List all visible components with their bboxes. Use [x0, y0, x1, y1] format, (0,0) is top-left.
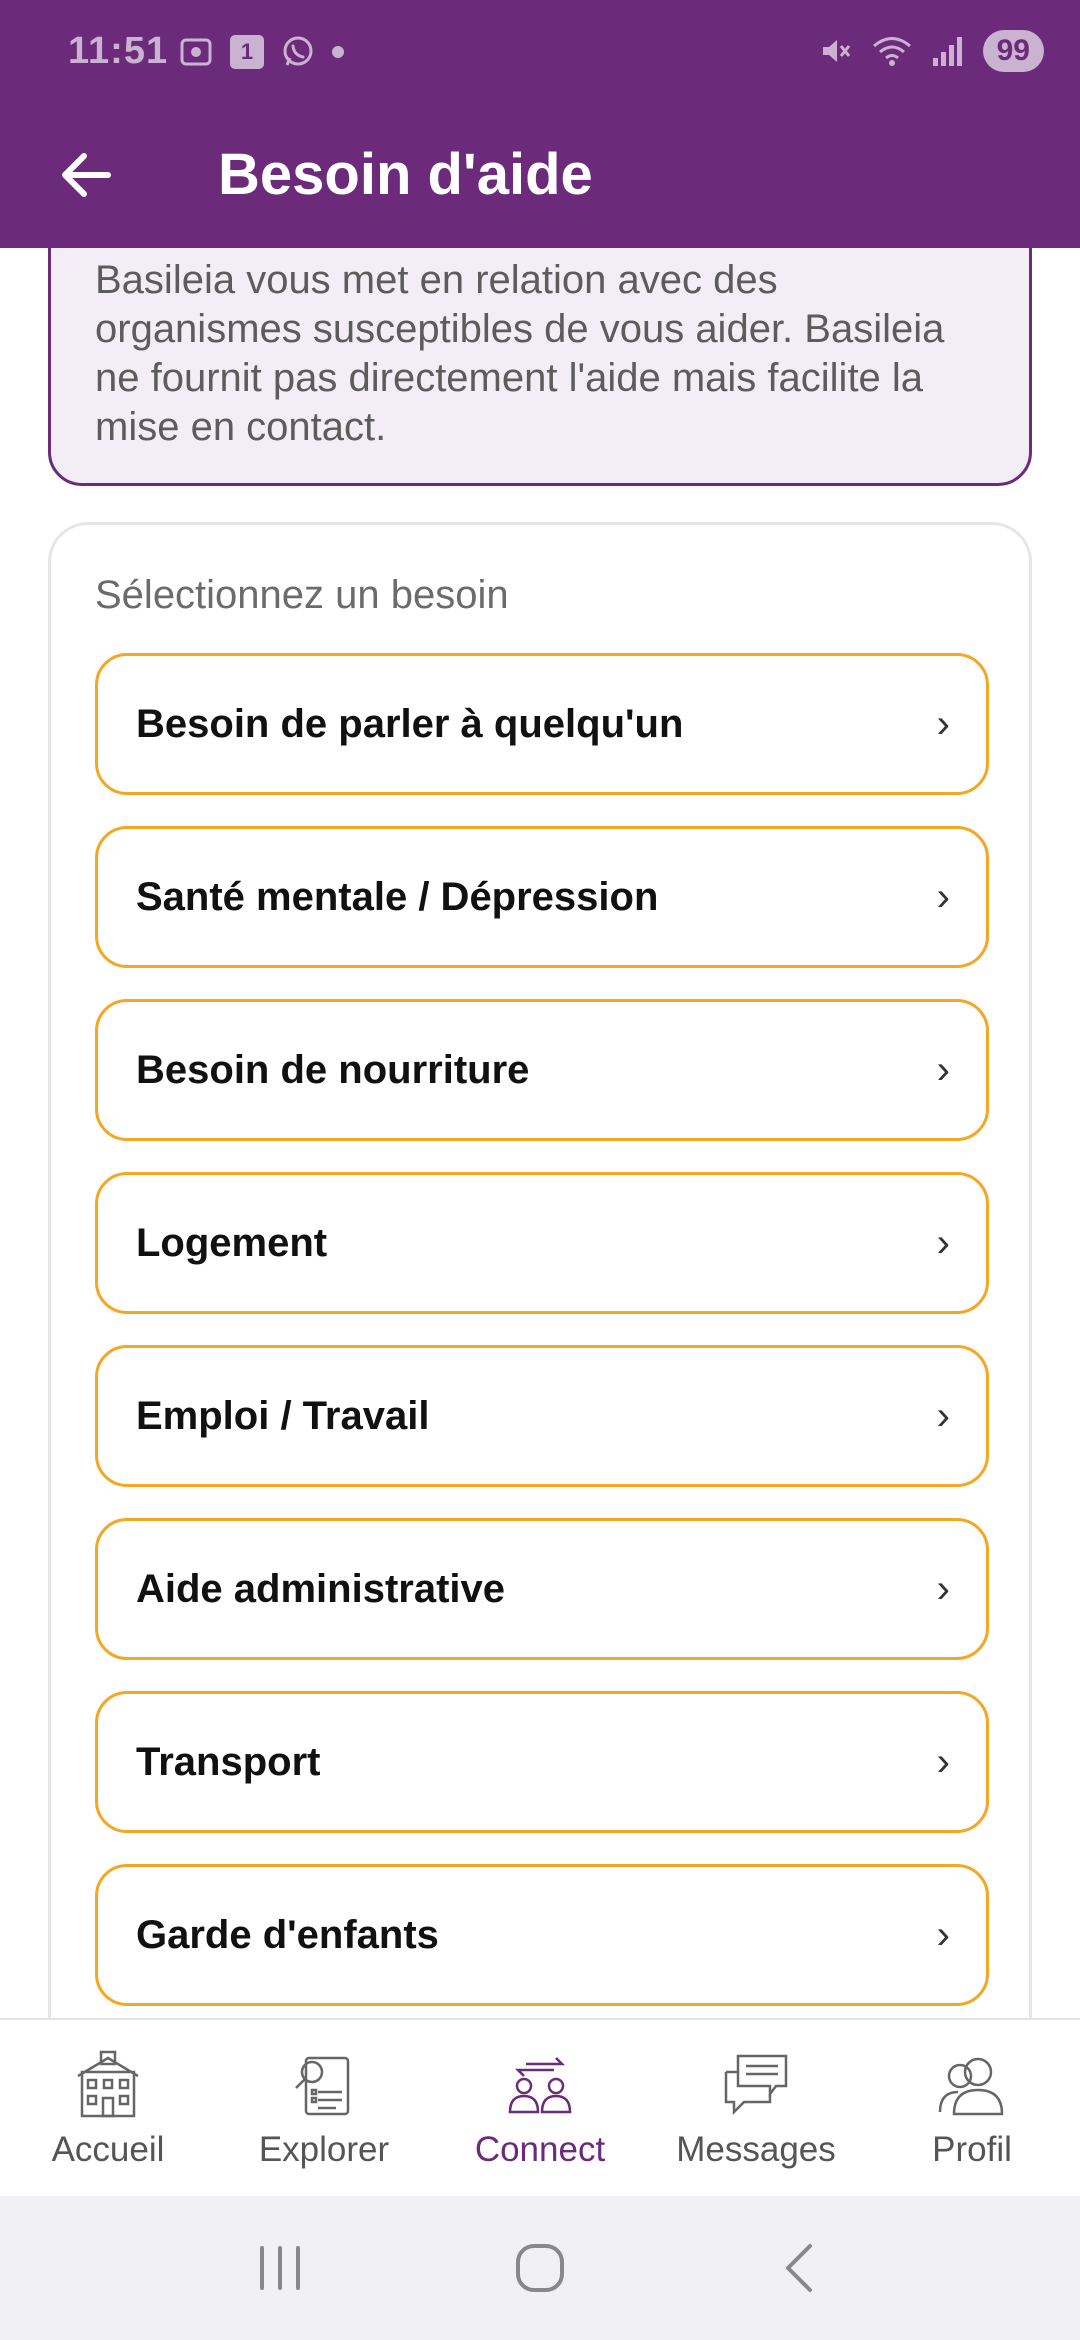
app-bar [0, 105, 1080, 248]
bottom-navigation [0, 2018, 1080, 2196]
needs-card [48, 522, 1032, 2018]
nav-label: Accueil [51, 2130, 165, 2169]
people-connect-icon [502, 2050, 578, 2120]
need-item-label: Besoin de nourriture [136, 1047, 530, 1092]
nav-item-explorer[interactable] [216, 2020, 432, 2198]
need-item-childcare[interactable] [95, 1864, 989, 2006]
app-header [0, 0, 1080, 248]
building-icon [70, 2050, 146, 2120]
recent-apps-icon [250, 2238, 310, 2298]
status-bar [0, 0, 1080, 105]
screenshot-icon [178, 34, 214, 70]
need-item-talk[interactable] [95, 653, 989, 795]
need-item-label: Garde d'enfants [136, 1912, 439, 1957]
whatsapp-icon [280, 34, 316, 70]
chevron-right-icon: › [936, 1739, 950, 1784]
battery-indicator: 99 [983, 30, 1044, 72]
chevron-right-icon: › [936, 1220, 950, 1265]
need-item-transport[interactable] [95, 1691, 989, 1833]
nav-item-messages[interactable] [648, 2020, 864, 2198]
main-content[interactable] [0, 248, 1080, 2018]
need-item-food[interactable] [95, 999, 989, 1141]
calendar-icon: 1 [230, 35, 264, 69]
need-item-label: Besoin de parler à quelqu'un [136, 701, 684, 746]
chevron-left-icon [770, 2238, 830, 2298]
need-item-label: Transport [136, 1739, 321, 1784]
need-item-label: Santé mentale / Dépression [136, 874, 659, 919]
need-item-label: Logement [136, 1220, 328, 1265]
home-circle-icon [510, 2238, 570, 2298]
need-item-label: Emploi / Travail [136, 1393, 430, 1438]
need-item-employment[interactable] [95, 1345, 989, 1487]
status-left-icons [178, 34, 344, 70]
wifi-icon [871, 33, 913, 69]
chevron-right-icon: › [936, 1912, 950, 1957]
recent-apps-button[interactable] [220, 2223, 340, 2313]
page-title: Besoin d'aide [218, 142, 593, 207]
need-item-mental-health[interactable] [95, 826, 989, 968]
explore-icon [286, 2050, 362, 2120]
info-text: Basileia vous met en relation avec des organismes susceptibles de vous aider. Basileia ne fournit pas directement l'aide mais facilite la mise en contact. [95, 258, 945, 449]
arrow-left-icon [58, 147, 114, 203]
mute-icon [817, 33, 853, 69]
signal-icon [931, 34, 965, 68]
chat-bubbles-icon [718, 2050, 794, 2120]
need-item-label: Aide administrative [136, 1566, 506, 1611]
more-notifications-dot [332, 46, 344, 58]
needs-list [95, 653, 989, 2018]
status-time: 11:51 [68, 30, 169, 72]
chevron-right-icon: › [936, 1393, 950, 1438]
nav-label: Profil [932, 2130, 1012, 2169]
need-item-housing[interactable] [95, 1172, 989, 1314]
status-right-icons [817, 30, 1044, 72]
nav-item-profil[interactable] [864, 2020, 1080, 2198]
chevron-right-icon: › [936, 874, 950, 919]
chevron-right-icon: › [936, 1566, 950, 1611]
system-navigation-bar [0, 2196, 1080, 2340]
nav-item-connect[interactable] [432, 2020, 648, 2198]
nav-label: Connect [474, 2130, 606, 2169]
chevron-right-icon: › [936, 701, 950, 746]
needs-heading: Sélectionnez un besoin [95, 573, 509, 617]
profile-icon [934, 2050, 1010, 2120]
home-button[interactable] [480, 2223, 600, 2313]
nav-item-accueil[interactable] [0, 2020, 216, 2198]
back-button[interactable] [46, 135, 126, 215]
nav-label: Messages [676, 2130, 836, 2169]
need-item-administrative[interactable] [95, 1518, 989, 1660]
nav-label: Explorer [258, 2130, 390, 2169]
system-back-button[interactable] [740, 2223, 860, 2313]
info-card [48, 248, 1032, 486]
chevron-right-icon: › [936, 1047, 950, 1092]
